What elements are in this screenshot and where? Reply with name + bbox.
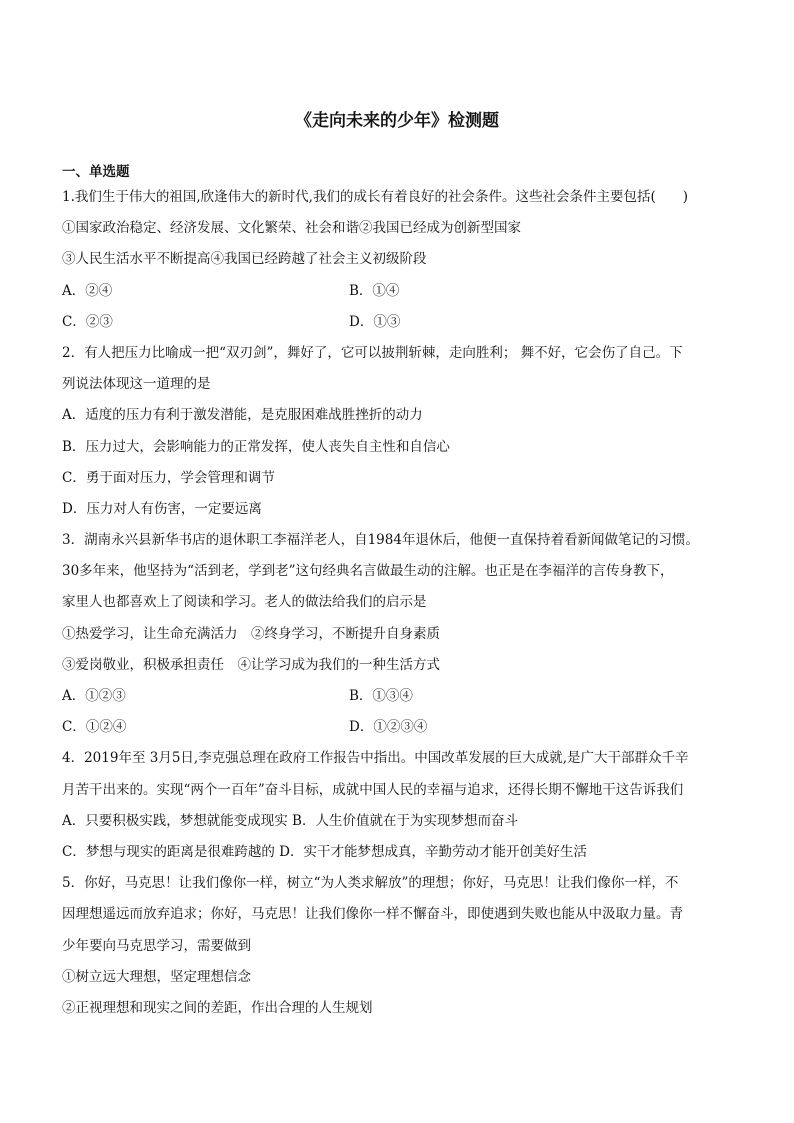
q5-statement-line: ①树立远大理想，坚定理想信念 bbox=[62, 968, 251, 985]
q2-option-c: C．勇于面对压力，学会管理和调节 bbox=[62, 469, 275, 486]
q2-option-d: D．压力对人有伤害，一定要远离 bbox=[62, 500, 262, 517]
q1-statement-line: ①国家政治稳定、经济发展、文化繁荣、社会和谐②我国已经成为创新型国家 bbox=[62, 220, 521, 237]
q1-statement-line: ③人民生活水平不断提高④我国已经跨越了社会主义初级阶段 bbox=[62, 251, 427, 268]
q4-stem-line: 4．2019年至 3月5日,李克强总理在政府工作报告中指出。中国改革发展的巨大成就,是广大干部群众千辛 bbox=[62, 750, 689, 767]
q5-stem-line: 因理想遥远而放弃追求；你好，马克思！让我们像你一样不懈奋斗，即使遇到失败也能从中汲取力量。青 bbox=[62, 906, 683, 923]
section-heading: 一、单选题 bbox=[62, 164, 130, 180]
q3-stem-line: 30多年来，他坚持为“活到老，学到老”这句经典名言做最生动的注解。也正是在李福洋的言传身教下， bbox=[62, 563, 674, 580]
q1-option-b: B．①④ bbox=[349, 282, 400, 299]
q2-option-a: A．适度的压力有利于激发潜能，是克服困难战胜挫折的动力 bbox=[62, 407, 423, 424]
q3-stem-line: 家里人也都喜欢上了阅读和学习。老人的做法给我们的启示是 bbox=[62, 594, 427, 611]
question-list bbox=[62, 182, 738, 1024]
q5-statement-line: ②正视理想和现实之间的差距，作出合理的人生规划 bbox=[62, 999, 373, 1016]
q3-stem-line: 3．湖南永兴县新华书店的退休职工李福洋老人，自1984年退休后，他便一直保持着看新闻做笔记的习惯。 bbox=[62, 532, 699, 549]
page-title: 《走向未来的少年》检测题 bbox=[295, 111, 499, 131]
q4-stem-line: 月苦干出来的。实现“两个一百年”奋斗目标，成就中国人民的幸福与追求，还得长期不懈地干这告诉我们 bbox=[62, 781, 684, 798]
q3-statement-line: ①热爱学习，让生命充满活力 ②终身学习，不断提升自身素质 bbox=[62, 625, 440, 642]
q2-option-b: B．压力过大，会影响能力的正常发挥，使人丧失自主性和自信心 bbox=[62, 438, 450, 455]
q1-options-row bbox=[62, 276, 738, 307]
q1-stem-line: 1.我们生于伟大的祖国,欣逢伟大的新时代,我们的成长有着良好的社会条件。这些社会条件主要包括( ) bbox=[62, 189, 688, 205]
q3-option-d: D．①②③④ bbox=[349, 719, 428, 736]
q3-option-c: C．①②④ bbox=[62, 719, 127, 736]
q2-stem-line: 2．有人把压力比喻成一把“双刃剑”，舞好了，它可以披荆斩棘，走向胜利； 舞不好，它会伤了自己。下 bbox=[62, 344, 683, 361]
q3-option-b: B．①③④ bbox=[349, 688, 413, 704]
q4-options-ab: A．只要积极实践，梦想就能变成现实 B．人生价值就在于为实现梦想而奋斗 bbox=[62, 812, 518, 829]
q2-stem-line: 列说法体现这一道理的是 bbox=[62, 376, 211, 393]
q3-option-a: A．①②③ bbox=[62, 688, 126, 704]
q1-options-row bbox=[62, 307, 738, 338]
q1-option-c: C．②③ bbox=[62, 313, 113, 330]
q5-stem-line: 5．你好，马克思！让我们像你一样，树立“为人类求解放”的理想；你好，马克思！让我们像你一样，不 bbox=[62, 875, 679, 892]
q1-option-a: A．②④ bbox=[62, 282, 113, 299]
q3-options-row bbox=[62, 712, 738, 743]
q3-options-row bbox=[62, 681, 738, 712]
q1-option-d: D．①③ bbox=[349, 313, 401, 330]
q4-options-cd: C．梦想与现实的距离是很难跨越的 D．实干才能梦想成真，辛勤劳动才能开创美好生活 bbox=[62, 843, 587, 860]
q3-statement-line: ③爱岗敬业，积极承担责任 ④让学习成为我们的一种生活方式 bbox=[62, 656, 440, 673]
q5-stem-line: 少年要向马克思学习，需要做到 bbox=[62, 937, 251, 954]
